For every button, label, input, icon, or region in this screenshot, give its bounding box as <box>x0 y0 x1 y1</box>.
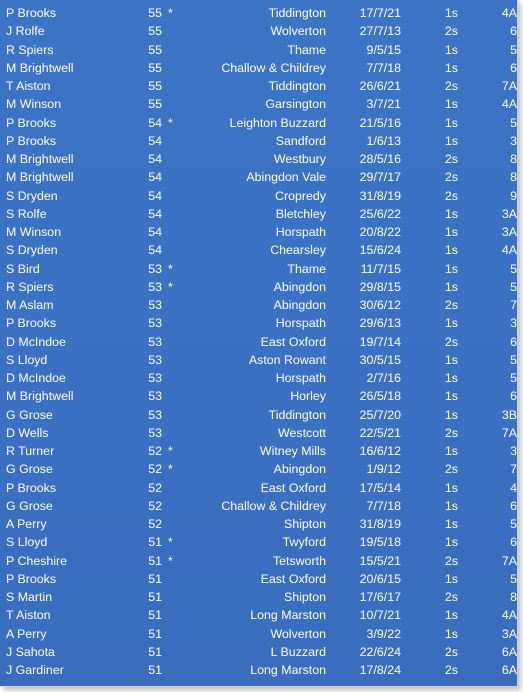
match-date: 15/5/21 <box>359 553 401 568</box>
team: 1s <box>444 279 458 294</box>
not-out-marker <box>162 515 182 533</box>
score: 52 <box>148 517 162 532</box>
table-row <box>0 41 517 59</box>
venue: Thame <box>287 261 326 276</box>
score: 54 <box>148 243 162 258</box>
table-row <box>0 369 517 387</box>
player-name: S Rolfe <box>6 206 47 221</box>
score: 53 <box>148 371 162 386</box>
table-row <box>0 296 517 314</box>
not-out-marker: * <box>168 115 173 130</box>
table-row <box>0 168 517 186</box>
match-date: 27/7/13 <box>359 24 401 39</box>
score: 52 <box>148 462 162 477</box>
venue: Wolverton <box>270 24 326 39</box>
player-name: M Brightwell <box>6 389 74 404</box>
not-out-marker <box>162 241 182 259</box>
not-out-marker <box>162 314 182 332</box>
team: 2s <box>444 24 458 39</box>
player-name: S Lloyd <box>6 535 48 550</box>
batting-position: 7 <box>510 462 517 477</box>
match-date: 1/6/13 <box>366 133 401 148</box>
table-row <box>0 187 517 205</box>
not-out-marker <box>162 570 182 588</box>
venue: Thame <box>287 42 326 57</box>
player-name: P Brooks <box>6 480 57 495</box>
batting-position: 6 <box>510 334 517 349</box>
match-date: 30/6/12 <box>359 298 401 313</box>
score: 51 <box>148 590 162 605</box>
not-out-marker <box>162 296 182 314</box>
score: 51 <box>148 535 162 550</box>
not-out-marker <box>162 369 182 387</box>
score: 53 <box>148 316 162 331</box>
team: 1s <box>444 97 458 112</box>
batting-position: 7A <box>501 79 517 94</box>
venue: Abingdon <box>273 462 326 477</box>
batting-position: 8 <box>510 590 517 605</box>
player-name: P Cheshire <box>6 553 68 568</box>
not-out-marker <box>162 187 182 205</box>
batting-position: 3A <box>501 225 517 240</box>
batting-position: 6 <box>510 389 517 404</box>
team: 2s <box>444 298 458 313</box>
player-name: S Martin <box>6 590 53 605</box>
match-date: 17/8/24 <box>359 663 401 678</box>
batting-position: 8 <box>510 152 517 167</box>
player-name: S Lloyd <box>6 352 48 367</box>
match-date: 15/6/24 <box>359 243 401 258</box>
score: 55 <box>148 60 162 75</box>
table-row <box>0 59 517 77</box>
venue: East Oxford <box>260 571 326 586</box>
batting-position: 6A <box>501 644 517 659</box>
venue: Challow & Childrey <box>221 498 326 513</box>
score: 54 <box>148 133 162 148</box>
table-row <box>0 223 517 241</box>
table-row <box>0 351 517 369</box>
player-name: M Winson <box>6 225 62 240</box>
batting-position: 4A <box>501 6 517 21</box>
team: 2s <box>444 425 458 440</box>
player-name: M Brightwell <box>6 170 74 185</box>
team: 1s <box>444 389 458 404</box>
team: 1s <box>444 352 458 367</box>
venue: Shipton <box>283 517 326 532</box>
team: 2s <box>444 170 458 185</box>
match-date: 26/5/18 <box>359 389 401 404</box>
not-out-marker <box>162 95 182 113</box>
not-out-marker <box>162 223 182 241</box>
score: 53 <box>148 334 162 349</box>
not-out-marker <box>162 387 182 405</box>
not-out-marker: * <box>168 553 173 568</box>
score: 53 <box>148 261 162 276</box>
team: 2s <box>444 152 458 167</box>
batting-position: 8 <box>510 170 517 185</box>
score: 52 <box>148 480 162 495</box>
team: 2s <box>444 590 458 605</box>
player-name: T Aiston <box>6 608 51 623</box>
batting-position: 6A <box>501 663 517 678</box>
batting-position: 7 <box>510 298 517 313</box>
batting-position: 6 <box>510 498 517 513</box>
batting-position: 5 <box>510 371 517 386</box>
team: 1s <box>444 261 458 276</box>
score: 54 <box>148 188 162 203</box>
table-row <box>0 77 517 95</box>
team: 2s <box>444 188 458 203</box>
match-date: 29/7/17 <box>359 170 401 185</box>
player-name: D Wells <box>6 425 49 440</box>
table-row <box>0 552 517 570</box>
not-out-marker: * <box>168 6 173 21</box>
not-out-marker <box>162 406 182 424</box>
not-out-marker: * <box>168 444 173 459</box>
team: 1s <box>444 626 458 641</box>
player-name: S Dryden <box>6 243 58 258</box>
player-name: S Bird <box>6 261 40 276</box>
player-name: R Spiers <box>6 279 54 294</box>
player-name: M Brightwell <box>6 152 74 167</box>
venue: Challow & Childrey <box>221 60 326 75</box>
player-name: P Brooks <box>6 571 57 586</box>
score: 53 <box>148 279 162 294</box>
team: 2s <box>444 462 458 477</box>
venue: Horspath <box>275 225 326 240</box>
match-date: 3/9/22 <box>366 626 401 641</box>
table-row <box>0 406 517 424</box>
venue: Tetsworth <box>272 553 326 568</box>
score: 54 <box>148 170 162 185</box>
table-row <box>0 533 517 551</box>
venue: Twyford <box>282 535 326 550</box>
table-row <box>0 588 517 606</box>
score: 55 <box>148 6 162 21</box>
player-name: T Aiston <box>6 79 51 94</box>
match-date: 17/6/17 <box>359 590 401 605</box>
table-row <box>0 260 517 278</box>
player-name: M Aslam <box>6 298 54 313</box>
batting-position: 3B <box>501 407 517 422</box>
player-name: A Perry <box>6 517 47 532</box>
match-date: 29/8/15 <box>359 279 401 294</box>
venue: Garsington <box>265 97 326 112</box>
team: 1s <box>444 444 458 459</box>
player-name: R Turner <box>6 444 55 459</box>
team: 1s <box>444 535 458 550</box>
team: 1s <box>444 371 458 386</box>
match-date: 17/5/14 <box>359 480 401 495</box>
team: 1s <box>444 243 458 258</box>
table-row <box>0 241 517 259</box>
team: 2s <box>444 334 458 349</box>
score: 53 <box>148 298 162 313</box>
scores-table <box>0 4 517 679</box>
team: 1s <box>444 407 458 422</box>
not-out-marker <box>162 77 182 95</box>
score: 55 <box>148 79 162 94</box>
table-row <box>0 442 517 460</box>
table-row <box>0 4 517 22</box>
table-row <box>0 479 517 497</box>
match-date: 25/7/20 <box>359 407 401 422</box>
not-out-marker <box>162 661 182 679</box>
team: 1s <box>444 571 458 586</box>
not-out-marker <box>162 424 182 442</box>
not-out-marker: * <box>168 261 173 276</box>
not-out-marker <box>162 41 182 59</box>
table-row <box>0 150 517 168</box>
table-row <box>0 424 517 442</box>
match-date: 10/7/21 <box>359 608 401 623</box>
venue: L Buzzard <box>270 644 326 659</box>
team: 1s <box>444 206 458 221</box>
player-name: A Perry <box>6 626 47 641</box>
not-out-marker <box>162 22 182 40</box>
venue: Wolverton <box>270 626 326 641</box>
player-name: G Grose <box>6 498 53 513</box>
table-row <box>0 95 517 113</box>
venue: Shipton <box>283 590 326 605</box>
batting-position: 5 <box>510 42 517 57</box>
score: 54 <box>148 115 162 130</box>
venue: Abingdon <box>273 298 326 313</box>
match-date: 29/6/13 <box>359 316 401 331</box>
venue: Sandford <box>275 133 326 148</box>
match-date: 31/8/19 <box>359 188 401 203</box>
not-out-marker <box>162 588 182 606</box>
table-row <box>0 643 517 661</box>
team: 1s <box>444 133 458 148</box>
table-row <box>0 625 517 643</box>
player-name: D McIndoe <box>6 371 66 386</box>
team: 2s <box>444 663 458 678</box>
venue: Horley <box>290 389 326 404</box>
match-date: 20/6/15 <box>359 571 401 586</box>
venue: Westcott <box>278 425 326 440</box>
batting-position: 5 <box>510 352 517 367</box>
not-out-marker: * <box>168 279 173 294</box>
table-row <box>0 570 517 588</box>
table-row <box>0 661 517 679</box>
batting-position: 6 <box>510 535 517 550</box>
team: 2s <box>444 79 458 94</box>
score: 51 <box>148 608 162 623</box>
match-date: 21/5/16 <box>359 115 401 130</box>
batting-position: 9 <box>510 188 517 203</box>
match-date: 2/7/16 <box>366 371 401 386</box>
score: 53 <box>148 407 162 422</box>
venue: Leighton Buzzard <box>229 115 326 130</box>
team: 1s <box>444 42 458 57</box>
player-name: J Rolfe <box>6 24 45 39</box>
batting-position: 4A <box>501 97 517 112</box>
player-name: J Gardiner <box>6 663 64 678</box>
score: 55 <box>148 24 162 39</box>
score: 51 <box>148 626 162 641</box>
batting-position: 6 <box>510 24 517 39</box>
team: 1s <box>444 498 458 513</box>
match-date: 1/9/12 <box>366 462 401 477</box>
batting-position: 3 <box>510 133 517 148</box>
table-row <box>0 460 517 478</box>
not-out-marker <box>162 205 182 223</box>
score: 51 <box>148 571 162 586</box>
match-date: 20/8/22 <box>359 225 401 240</box>
team: 1s <box>444 608 458 623</box>
batting-position: 5 <box>510 279 517 294</box>
player-name: P Brooks <box>6 316 57 331</box>
match-date: 16/6/12 <box>359 444 401 459</box>
table-row <box>0 333 517 351</box>
team: 1s <box>444 316 458 331</box>
not-out-marker <box>162 333 182 351</box>
team: 1s <box>444 60 458 75</box>
venue: Westbury <box>273 152 326 167</box>
venue: East Oxford <box>260 334 326 349</box>
team: 1s <box>444 225 458 240</box>
match-date: 17/7/21 <box>359 6 401 21</box>
not-out-marker <box>162 479 182 497</box>
table-row <box>0 497 517 515</box>
score: 54 <box>148 206 162 221</box>
team: 1s <box>444 517 458 532</box>
table-row <box>0 515 517 533</box>
match-date: 19/5/18 <box>359 535 401 550</box>
not-out-marker <box>162 59 182 77</box>
player-name: M Winson <box>6 97 62 112</box>
venue: Long Marston <box>250 663 326 678</box>
not-out-marker <box>162 168 182 186</box>
table-row <box>0 114 517 132</box>
venue: Tiddington <box>268 6 326 21</box>
match-date: 22/6/24 <box>359 644 401 659</box>
venue: Abingdon <box>273 279 326 294</box>
score: 51 <box>148 644 162 659</box>
batting-position: 7A <box>501 553 517 568</box>
table-row <box>0 22 517 40</box>
venue: Aston Rowant <box>248 352 326 367</box>
player-name: D McIndoe <box>6 334 66 349</box>
batting-position: 6 <box>510 60 517 75</box>
venue: Cropredy <box>275 188 326 203</box>
match-date: 11/7/15 <box>360 261 401 276</box>
player-name: J Sahota <box>6 644 55 659</box>
not-out-marker <box>162 132 182 150</box>
player-name: P Brooks <box>6 6 57 21</box>
not-out-marker <box>162 351 182 369</box>
venue: Bletchley <box>275 206 326 221</box>
batting-position: 7A <box>501 425 517 440</box>
table-row <box>0 205 517 223</box>
venue: Tiddington <box>268 79 326 94</box>
venue: East Oxford <box>260 480 326 495</box>
venue: Long Marston <box>250 608 326 623</box>
venue: Witney Mills <box>259 444 326 459</box>
match-date: 31/8/19 <box>359 517 401 532</box>
batting-position: 5 <box>510 517 517 532</box>
match-date: 9/5/15 <box>366 42 401 57</box>
not-out-marker: * <box>168 462 173 477</box>
not-out-marker <box>162 625 182 643</box>
not-out-marker <box>162 643 182 661</box>
batting-position: 3 <box>510 444 517 459</box>
match-date: 26/6/21 <box>359 79 401 94</box>
player-name: P Brooks <box>6 133 57 148</box>
batting-position: 3A <box>501 206 517 221</box>
team: 1s <box>444 115 458 130</box>
match-date: 30/5/15 <box>359 352 401 367</box>
score: 53 <box>148 389 162 404</box>
venue: Tiddington <box>268 407 326 422</box>
not-out-marker <box>162 150 182 168</box>
score: 53 <box>148 425 162 440</box>
match-date: 3/7/21 <box>366 97 401 112</box>
batting-position: 5 <box>510 571 517 586</box>
not-out-marker <box>162 497 182 515</box>
score: 54 <box>148 225 162 240</box>
venue: Horspath <box>275 371 326 386</box>
not-out-marker: * <box>168 535 173 550</box>
player-name: P Brooks <box>6 115 57 130</box>
score: 55 <box>148 42 162 57</box>
player-name: R Spiers <box>6 42 54 57</box>
team: 1s <box>444 6 458 21</box>
batting-position: 3 <box>510 316 517 331</box>
not-out-marker <box>162 606 182 624</box>
table-body <box>0 4 517 679</box>
table-row <box>0 314 517 332</box>
match-date: 28/5/16 <box>359 152 401 167</box>
match-date: 25/6/22 <box>359 206 401 221</box>
table-row <box>0 387 517 405</box>
player-name: G Grose <box>6 407 53 422</box>
score: 55 <box>148 97 162 112</box>
match-date: 7/7/18 <box>366 498 401 513</box>
match-date: 22/5/21 <box>359 425 401 440</box>
score: 51 <box>148 553 162 568</box>
player-name: M Brightwell <box>6 60 74 75</box>
team: 2s <box>444 644 458 659</box>
batting-position: 4A <box>501 243 517 258</box>
batting-position: 5 <box>510 115 517 130</box>
batting-position: 4 <box>510 480 517 495</box>
team: 1s <box>444 480 458 495</box>
table-row <box>0 606 517 624</box>
table-row <box>0 132 517 150</box>
score: 53 <box>148 352 162 367</box>
venue: Horspath <box>275 316 326 331</box>
score: 54 <box>148 152 162 167</box>
score: 52 <box>148 498 162 513</box>
match-date: 19/7/14 <box>359 334 401 349</box>
venue: Abingdon Vale <box>246 170 326 185</box>
score: 52 <box>148 444 162 459</box>
table-row <box>0 278 517 296</box>
batting-position: 5 <box>510 261 517 276</box>
score: 51 <box>148 663 162 678</box>
batting-position: 4A <box>501 608 517 623</box>
batting-position: 3A <box>501 626 517 641</box>
team: 2s <box>444 553 458 568</box>
match-date: 7/7/18 <box>366 60 401 75</box>
player-name: G Grose <box>6 462 53 477</box>
venue: Chearsley <box>270 243 326 258</box>
player-name: S Dryden <box>6 188 58 203</box>
